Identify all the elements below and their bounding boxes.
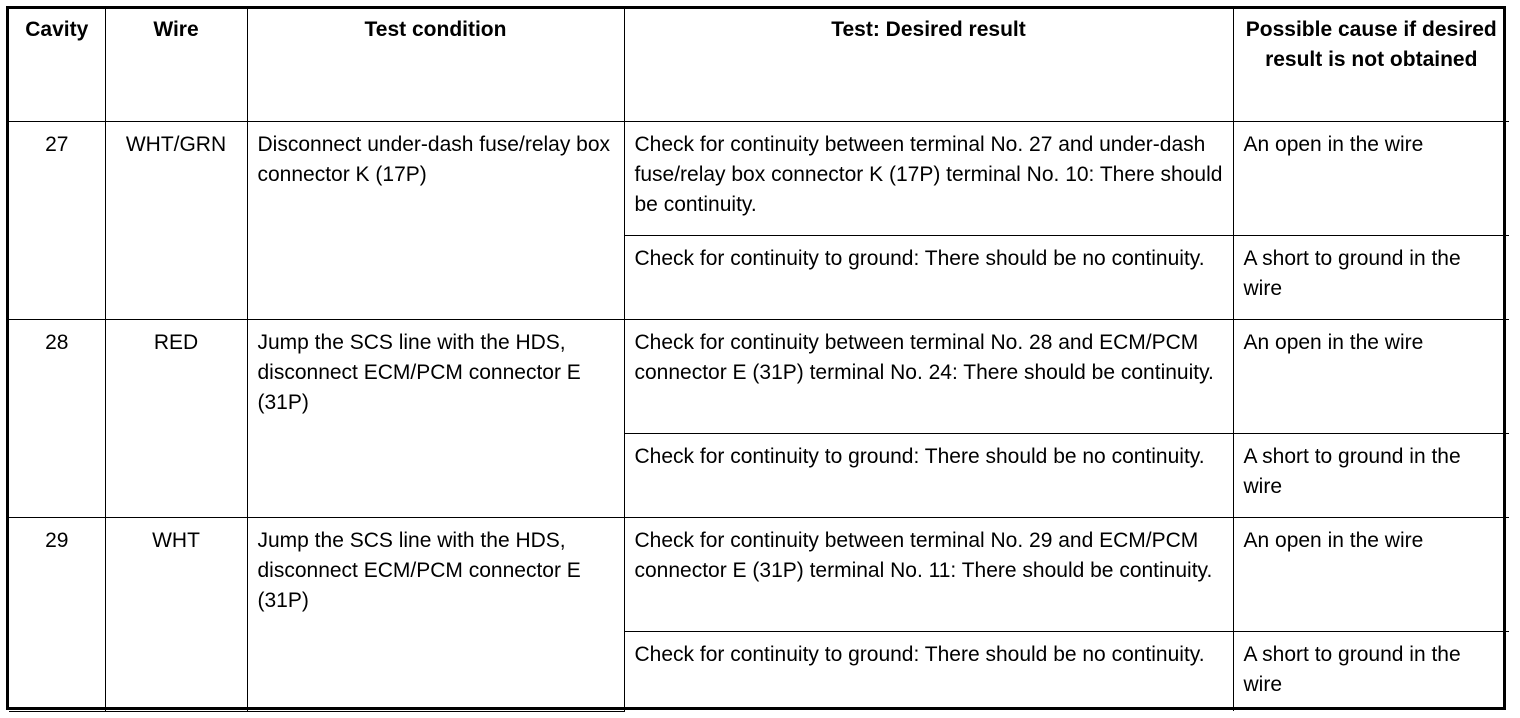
test-table xyxy=(9,9,1509,712)
result-cell: Check for continuity to ground: There should be no continuity. xyxy=(624,433,1233,517)
cavity-cell: 28 xyxy=(9,319,105,517)
cause-cell: A short to ground in the wire xyxy=(1233,235,1509,319)
header-desired-result: Test: Desired result xyxy=(624,9,1233,121)
header-row xyxy=(9,9,1509,121)
wire-cell: WHT/GRN xyxy=(105,121,247,319)
cause-cell: A short to ground in the wire xyxy=(1233,433,1509,517)
cavity-cell: 29 xyxy=(9,517,105,711)
header-test-condition: Test condition xyxy=(247,9,624,121)
cavity-cell: 27 xyxy=(9,121,105,319)
table-row xyxy=(9,517,1509,631)
cause-cell: An open in the wire xyxy=(1233,319,1509,433)
result-cell: Check for continuity to ground: There should be no continuity. xyxy=(624,235,1233,319)
cause-cell: An open in the wire xyxy=(1233,121,1509,235)
cause-cell: A short to ground in the wire xyxy=(1233,631,1509,711)
result-cell: Check for continuity between terminal No. 28 and ECM/PCM connector E (31P) terminal No. 24: There should be continuity. xyxy=(624,319,1233,433)
test-table-frame xyxy=(6,6,1506,710)
table-row xyxy=(9,121,1509,235)
wire-cell: WHT xyxy=(105,517,247,711)
wire-cell: RED xyxy=(105,319,247,517)
table-row xyxy=(9,319,1509,433)
header-cavity: Cavity xyxy=(9,9,105,121)
header-wire: Wire xyxy=(105,9,247,121)
result-cell: Check for continuity between terminal No. 29 and ECM/PCM connector E (31P) terminal No. 11: There should be continuity. xyxy=(624,517,1233,631)
condition-cell: Jump the SCS line with the HDS, disconnect ECM/PCM connector E (31P) xyxy=(247,517,624,711)
condition-cell: Jump the SCS line with the HDS, disconnect ECM/PCM connector E (31P) xyxy=(247,319,624,517)
result-cell: Check for continuity between terminal No. 27 and under-dash fuse/relay box connector K (17P) terminal No. 10: There should be continuity. xyxy=(624,121,1233,235)
cause-cell: An open in the wire xyxy=(1233,517,1509,631)
result-cell: Check for continuity to ground: There should be no continuity. xyxy=(624,631,1233,711)
header-possible-cause: Possible cause if desired result is not obtained xyxy=(1233,9,1509,121)
condition-cell: Disconnect under-dash fuse/relay box connector K (17P) xyxy=(247,121,624,319)
